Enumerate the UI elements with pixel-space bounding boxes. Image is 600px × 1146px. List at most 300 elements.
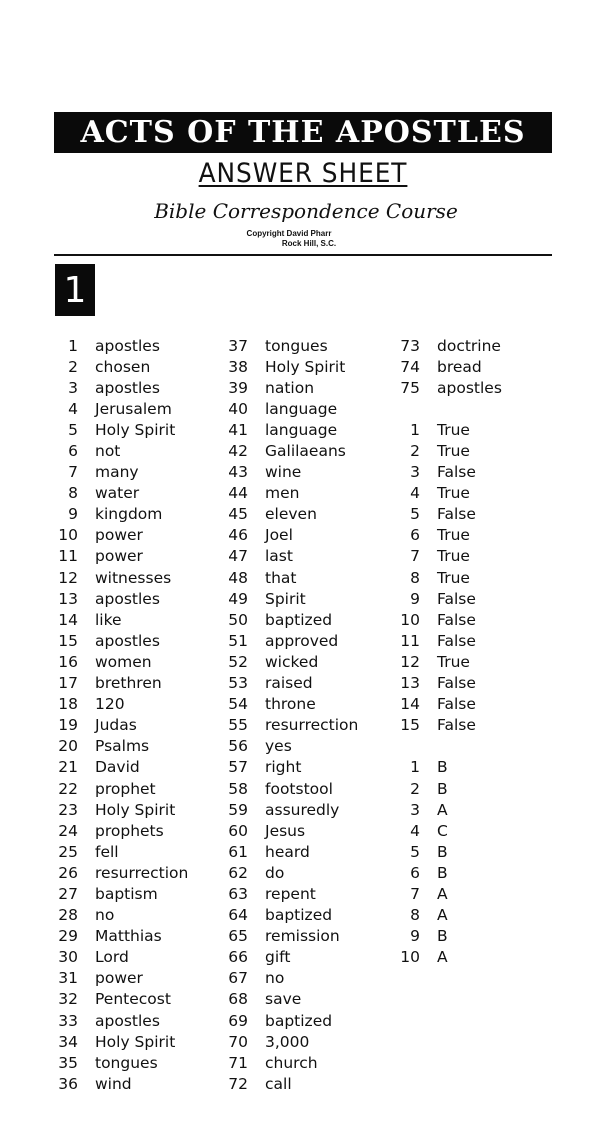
course-subtitle: Bible Correspondence Course: [154, 199, 458, 223]
answer-text: baptized: [265, 906, 333, 925]
fill-in-answer-row: [50, 715, 188, 736]
answer-text: repent: [265, 884, 316, 903]
fill-in-answer-row: [220, 1073, 358, 1094]
answer-text: resurrection: [265, 716, 359, 735]
answer-text: Matthias: [95, 927, 162, 946]
fill-in-answer-row: [50, 483, 188, 504]
answer-text: gift: [265, 948, 291, 967]
question-number: 1: [68, 336, 78, 355]
answer-text: save: [265, 990, 302, 1009]
answer-text: A: [437, 884, 448, 903]
lesson-number-badge: 1: [55, 264, 95, 316]
question-number: 3: [410, 800, 420, 819]
location-line: Rock Hill, S.C.: [281, 239, 337, 248]
question-number: 61: [228, 842, 248, 861]
answer-text: B: [437, 758, 448, 777]
answers-column-1: [50, 335, 188, 1094]
question-number: 57: [228, 758, 248, 777]
fill-in-answer-row: [50, 883, 188, 904]
question-number: 6: [410, 526, 420, 545]
answer-text: like: [95, 610, 122, 629]
answer-text: kingdom: [95, 505, 163, 524]
fill-in-answer-row: [220, 630, 358, 651]
answer-text: fell: [95, 842, 119, 861]
fill-in-answer-row: [220, 483, 358, 504]
fill-in-answer-row: [50, 609, 188, 630]
question-number: 69: [228, 1011, 248, 1030]
answer-text: apostles: [95, 378, 160, 397]
answer-sheet-heading: ANSWER SHEET: [198, 158, 408, 189]
question-number: 24: [58, 821, 78, 840]
section-spacer: [392, 736, 502, 757]
question-number: 30: [58, 948, 78, 967]
question-number: 70: [228, 1032, 248, 1051]
fill-in-answer-row: [220, 1010, 358, 1031]
multiple-choice-answer-row: [392, 926, 502, 947]
question-number: 56: [228, 737, 248, 756]
fill-in-answer-row: [50, 736, 188, 757]
fill-in-answer-row: [50, 799, 188, 820]
question-number: 64: [228, 906, 248, 925]
true-false-answer-row: [392, 609, 502, 630]
answer-text: Jerusalem: [95, 399, 172, 418]
question-number: 2: [410, 779, 420, 798]
answer-text: True: [437, 420, 470, 439]
question-number: 9: [410, 927, 420, 946]
fill-in-answer-row: [50, 778, 188, 799]
fill-in-answer-row: [220, 926, 358, 947]
fill-in-answer-row: [50, 694, 188, 715]
fill-in-answer-row: [50, 989, 188, 1010]
answer-text: apostles: [95, 336, 160, 355]
fill-in-answer-row: [392, 335, 502, 356]
question-number: 60: [228, 821, 248, 840]
answer-text: prophets: [95, 821, 164, 840]
question-number: 2: [68, 357, 78, 376]
question-number: 37: [228, 336, 248, 355]
answers-column-2: [220, 335, 358, 1094]
question-number: 54: [228, 695, 248, 714]
answer-text: do: [265, 863, 285, 882]
answer-text: tongues: [265, 336, 328, 355]
answer-text: Psalms: [95, 737, 150, 756]
question-number: 25: [58, 842, 78, 861]
fill-in-answer-row: [50, 757, 188, 778]
fill-in-answer-row: [220, 694, 358, 715]
answer-text: remission: [265, 927, 340, 946]
answer-text: B: [437, 779, 448, 798]
question-number: 74: [400, 357, 420, 376]
fill-in-answer-row: [50, 525, 188, 546]
multiple-choice-answer-row: [392, 820, 502, 841]
true-false-answer-row: [392, 673, 502, 694]
answer-text: A: [437, 800, 448, 819]
answer-text: True: [437, 547, 470, 566]
answer-text: apostles: [95, 589, 160, 608]
question-number: 21: [58, 758, 78, 777]
question-number: 10: [58, 526, 78, 545]
question-number: 35: [58, 1053, 78, 1072]
fill-in-answer-row: [50, 630, 188, 651]
answer-text: apostles: [95, 1011, 160, 1030]
answer-text: eleven: [265, 505, 317, 524]
answer-text: False: [437, 674, 476, 693]
multiple-choice-answer-row: [392, 862, 502, 883]
answer-text: call: [265, 1074, 292, 1093]
answer-text: many: [95, 463, 139, 482]
question-number: 11: [400, 631, 420, 650]
question-number: 15: [400, 716, 420, 735]
question-number: 8: [68, 484, 78, 503]
fill-in-answer-row: [220, 398, 358, 419]
fill-in-answer-row: [220, 546, 358, 567]
fill-in-answer-row: [50, 1010, 188, 1031]
multiple-choice-answer-row: [392, 799, 502, 820]
answer-text: women: [95, 652, 152, 671]
fill-in-answer-row: [50, 588, 188, 609]
fill-in-answer-row: [50, 440, 188, 461]
answer-text: men: [265, 484, 300, 503]
fill-in-answer-row: [50, 1073, 188, 1094]
question-number: 6: [68, 442, 78, 461]
fill-in-answer-row: [220, 715, 358, 736]
answer-text: False: [437, 505, 476, 524]
question-number: 19: [58, 716, 78, 735]
question-number: 75: [400, 378, 420, 397]
question-number: 26: [58, 863, 78, 882]
true-false-answer-row: [392, 419, 502, 440]
answer-text: water: [95, 484, 140, 503]
question-number: 36: [58, 1074, 78, 1093]
answer-text: baptized: [265, 610, 333, 629]
question-number: 27: [58, 884, 78, 903]
answer-text: footstool: [265, 779, 333, 798]
fill-in-answer-row: [220, 504, 358, 525]
section-spacer: [392, 398, 502, 419]
answer-text: wind: [95, 1074, 132, 1093]
copyright-notice: [0, 229, 578, 249]
fill-in-answer-row: [50, 377, 188, 398]
answer-text: heard: [265, 842, 310, 861]
question-number: 52: [228, 652, 248, 671]
answer-text: right: [265, 758, 302, 777]
question-number: 1: [410, 420, 420, 439]
fill-in-answer-row: [392, 377, 502, 398]
answer-text: witnesses: [95, 568, 172, 587]
fill-in-answer-row: [50, 947, 188, 968]
answer-text: True: [437, 652, 470, 671]
question-number: 46: [228, 526, 248, 545]
fill-in-answer-row: [220, 841, 358, 862]
answer-text: power: [95, 547, 143, 566]
question-number: 4: [410, 821, 420, 840]
answer-text: brethren: [95, 674, 162, 693]
fill-in-answer-row: [220, 778, 358, 799]
question-number: 39: [228, 378, 248, 397]
question-number: 16: [58, 652, 78, 671]
answer-text: 3,000: [265, 1032, 310, 1051]
answer-text: C: [437, 821, 448, 840]
question-number: 4: [68, 399, 78, 418]
question-number: 65: [228, 927, 248, 946]
answer-text: False: [437, 716, 476, 735]
answer-text: baptism: [95, 884, 158, 903]
question-number: 72: [228, 1074, 248, 1093]
fill-in-answer-row: [220, 862, 358, 883]
question-number: 7: [68, 463, 78, 482]
question-number: 12: [58, 568, 78, 587]
fill-in-answer-row: [50, 820, 188, 841]
question-number: 9: [410, 589, 420, 608]
answer-text: apostles: [437, 378, 502, 397]
answer-text: False: [437, 589, 476, 608]
fill-in-answer-row: [392, 356, 502, 377]
answer-text: last: [265, 547, 293, 566]
fill-in-answer-row: [50, 504, 188, 525]
answer-text: power: [95, 526, 143, 545]
true-false-answer-row: [392, 504, 502, 525]
question-number: 10: [400, 948, 420, 967]
question-number: 55: [228, 716, 248, 735]
answer-text: no: [265, 969, 285, 988]
fill-in-answer-row: [50, 546, 188, 567]
question-number: 18: [58, 695, 78, 714]
true-false-answer-row: [392, 462, 502, 483]
fill-in-answer-row: [220, 757, 358, 778]
fill-in-answer-row: [220, 820, 358, 841]
multiple-choice-answer-row: [392, 778, 502, 799]
question-number: 10: [400, 610, 420, 629]
question-number: 48: [228, 568, 248, 587]
multiple-choice-answer-row: [392, 841, 502, 862]
fill-in-answer-row: [50, 968, 188, 989]
answer-text: A: [437, 906, 448, 925]
fill-in-answer-row: [50, 419, 188, 440]
multiple-choice-answer-row: [392, 883, 502, 904]
question-number: 28: [58, 906, 78, 925]
answer-text: False: [437, 695, 476, 714]
fill-in-answer-row: [220, 905, 358, 926]
fill-in-answer-row: [50, 673, 188, 694]
question-number: 14: [400, 695, 420, 714]
question-number: 11: [58, 547, 78, 566]
question-number: 67: [228, 969, 248, 988]
answer-text: David: [95, 758, 140, 777]
fill-in-answer-row: [50, 462, 188, 483]
question-number: 20: [58, 737, 78, 756]
question-number: 2: [410, 442, 420, 461]
question-number: 13: [58, 589, 78, 608]
answer-text: wine: [265, 463, 302, 482]
true-false-answer-row: [392, 546, 502, 567]
question-number: 5: [68, 420, 78, 439]
answer-text: resurrection: [95, 863, 189, 882]
fill-in-answer-row: [50, 1052, 188, 1073]
fill-in-answer-row: [50, 335, 188, 356]
true-false-answer-row: [392, 630, 502, 651]
question-number: 62: [228, 863, 248, 882]
answer-text: nation: [265, 378, 315, 397]
answer-text: B: [437, 927, 448, 946]
question-number: 45: [228, 505, 248, 524]
fill-in-answer-row: [50, 905, 188, 926]
answer-text: False: [437, 631, 476, 650]
question-number: 29: [58, 927, 78, 946]
answer-text: Lord: [95, 948, 129, 967]
answer-text: tongues: [95, 1053, 158, 1072]
multiple-choice-answer-row: [392, 757, 502, 778]
answer-text: Holy Spirit: [95, 420, 176, 439]
fill-in-answer-row: [50, 1031, 188, 1052]
question-number: 17: [58, 674, 78, 693]
answer-text: True: [437, 484, 470, 503]
question-number: 41: [228, 420, 248, 439]
question-number: 44: [228, 484, 248, 503]
fill-in-answer-row: [220, 989, 358, 1010]
fill-in-answer-row: [220, 609, 358, 630]
answer-text: that: [265, 568, 297, 587]
answer-text: Holy Spirit: [265, 357, 346, 376]
answer-text: raised: [265, 674, 313, 693]
true-false-answer-row: [392, 715, 502, 736]
question-number: 43: [228, 463, 248, 482]
question-number: 15: [58, 631, 78, 650]
question-number: 5: [410, 842, 420, 861]
fill-in-answer-row: [220, 799, 358, 820]
copyright-line: Copyright David Pharr: [246, 229, 332, 238]
fill-in-answer-row: [220, 883, 358, 904]
question-number: 9: [68, 505, 78, 524]
answer-text: not: [95, 442, 121, 461]
answer-text: apostles: [95, 631, 160, 650]
fill-in-answer-row: [50, 926, 188, 947]
answer-text: yes: [265, 737, 292, 756]
answer-text: Judas: [95, 716, 137, 735]
question-number: 7: [410, 884, 420, 903]
fill-in-answer-row: [220, 567, 358, 588]
question-number: 42: [228, 442, 248, 461]
question-number: 12: [400, 652, 420, 671]
true-false-answer-row: [392, 483, 502, 504]
fill-in-answer-row: [220, 947, 358, 968]
fill-in-answer-row: [220, 968, 358, 989]
answer-text: 120: [95, 695, 125, 714]
question-number: 13: [400, 674, 420, 693]
answer-text: assuredly: [265, 800, 340, 819]
fill-in-answer-row: [220, 525, 358, 546]
question-number: 63: [228, 884, 248, 903]
answer-text: Holy Spirit: [95, 1032, 176, 1051]
question-number: 31: [58, 969, 78, 988]
true-false-answer-row: [392, 440, 502, 461]
answer-text: False: [437, 610, 476, 629]
question-number: 71: [228, 1053, 248, 1072]
true-false-answer-row: [392, 525, 502, 546]
question-number: 5: [410, 505, 420, 524]
true-false-answer-row: [392, 651, 502, 672]
answer-text: A: [437, 948, 448, 967]
page-title: ACTS OF THE APOSTLES: [80, 115, 526, 150]
answer-text: True: [437, 526, 470, 545]
answer-text: throne: [265, 695, 316, 714]
answer-text: prophet: [95, 779, 156, 798]
question-number: 66: [228, 948, 248, 967]
question-number: 50: [228, 610, 248, 629]
fill-in-answer-row: [220, 356, 358, 377]
multiple-choice-answer-row: [392, 947, 502, 968]
answer-text: approved: [265, 631, 339, 650]
question-number: 58: [228, 779, 248, 798]
question-number: 23: [58, 800, 78, 819]
question-number: 3: [68, 378, 78, 397]
question-number: 49: [228, 589, 248, 608]
question-number: 47: [228, 547, 248, 566]
question-number: 8: [410, 906, 420, 925]
fill-in-answer-row: [220, 588, 358, 609]
answer-text: Galilaeans: [265, 442, 346, 461]
fill-in-answer-row: [220, 462, 358, 483]
question-number: 32: [58, 990, 78, 1009]
fill-in-answer-row: [50, 356, 188, 377]
question-number: 8: [410, 568, 420, 587]
question-number: 68: [228, 990, 248, 1009]
multiple-choice-answer-row: [392, 905, 502, 926]
answer-text: True: [437, 568, 470, 587]
fill-in-answer-row: [220, 736, 358, 757]
question-number: 73: [400, 336, 420, 355]
question-number: 38: [228, 357, 248, 376]
question-number: 40: [228, 399, 248, 418]
answer-text: Pentecost: [95, 990, 171, 1009]
answer-text: no: [95, 906, 115, 925]
answer-text: B: [437, 863, 448, 882]
question-number: 33: [58, 1011, 78, 1030]
answer-text: baptized: [265, 1011, 333, 1030]
fill-in-answer-row: [50, 651, 188, 672]
answer-text: wicked: [265, 652, 319, 671]
fill-in-answer-row: [220, 673, 358, 694]
question-number: 14: [58, 610, 78, 629]
answer-text: church: [265, 1053, 318, 1072]
fill-in-answer-row: [220, 335, 358, 356]
true-false-answer-row: [392, 588, 502, 609]
fill-in-answer-row: [220, 1031, 358, 1052]
answer-text: True: [437, 442, 470, 461]
question-number: 1: [410, 758, 420, 777]
answer-text: Joel: [265, 526, 293, 545]
question-number: 53: [228, 674, 248, 693]
answer-text: doctrine: [437, 336, 501, 355]
answer-text: Jesus: [265, 821, 306, 840]
true-false-answer-row: [392, 694, 502, 715]
answer-text: bread: [437, 357, 482, 376]
fill-in-answer-row: [220, 419, 358, 440]
question-number: 34: [58, 1032, 78, 1051]
fill-in-answer-row: [220, 377, 358, 398]
answer-text: Holy Spirit: [95, 800, 176, 819]
fill-in-answer-row: [50, 398, 188, 419]
fill-in-answer-row: [220, 440, 358, 461]
answer-text: language: [265, 399, 338, 418]
fill-in-answer-row: [220, 651, 358, 672]
answer-text: chosen: [95, 357, 151, 376]
answer-text: language: [265, 420, 338, 439]
answer-text: Spirit: [265, 589, 306, 608]
question-number: 4: [410, 484, 420, 503]
answer-text: B: [437, 842, 448, 861]
fill-in-answer-row: [50, 862, 188, 883]
question-number: 7: [410, 547, 420, 566]
